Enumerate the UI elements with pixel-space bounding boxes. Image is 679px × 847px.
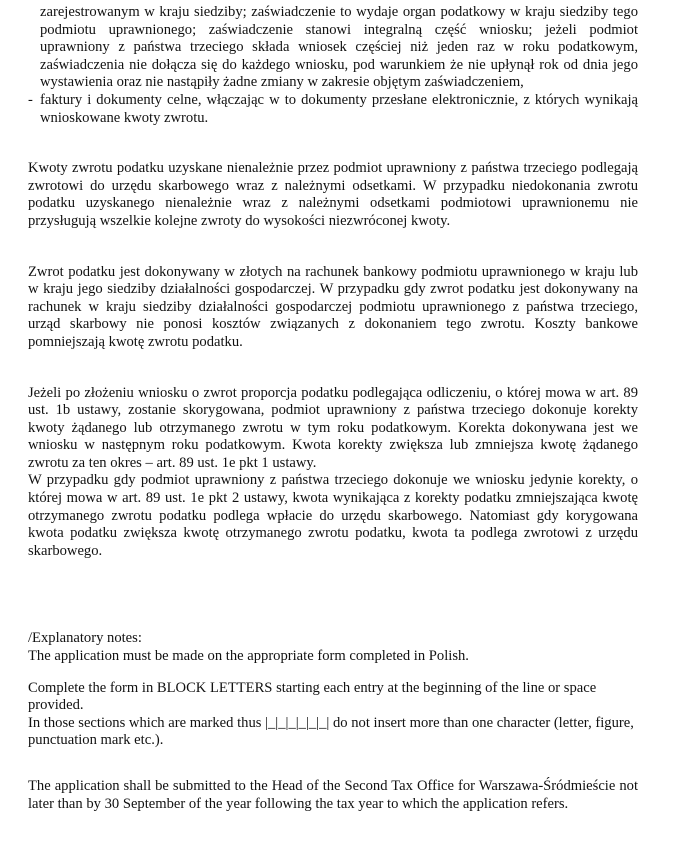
bullet-dash: - — [28, 91, 33, 108]
note-block-letters: Complete the form in BLOCK LETTERS starting each entry at the beginning of the line or space provided. — [28, 679, 597, 714]
requirements-continuation — [28, 4, 638, 127]
document-page — [28, 4, 638, 813]
paragraph-payment-method: Zwrot podatku jest dokonywany w złotych na rachunek bankowy podmiotu uprawnionego w kraju lub w kraju jego siedziby działalności gospodarczej. W przypadku gdy zwrot podatku jest dokonywany na rachunek w kraju siedziby działalności gospodarczej podmiotu uprawnionego z państwa trzeciego, urząd skarbowy nie ponosi kosztów związanych z dokonaniem tego zwrotu. Koszty bankowe pomniejszają kwotę zwrotu podatku. — [28, 263, 638, 350]
character-boxes-glyph: |_|_|_|_|_|_| — [265, 714, 330, 731]
notes-heading: /Explanatory notes: — [28, 630, 142, 647]
bullet-item-invoices — [28, 92, 638, 127]
note-boxes-text-before: In those sections which are marked thus — [28, 714, 266, 731]
note-boxes-text-after: do not insert more than one character (letter, figure, punctuation mark etc.). — [28, 714, 634, 749]
certificate-clause: zarejestrowanym w kraju siedziby; zaświadczenie to wydaje organ podatkowy w kraju siedziby tego podmiotu uprawnionego; zaświadczenie stanowi integralną część wniosku; jeżeli podmiot uprawniony z państwa trzeciego składa wniosek częściej niż jeden raz w roku podatkowym, zaświadczenia nie dołącza się do każdego wniosku, pod warunkiem że nie upłynął rok od dnia jego wystawienia oraz nie nastąpiły żadne zmiany w zakresie objętym zaświadczeniem, — [40, 4, 638, 91]
paragraph-undue-refund: Kwoty zwrotu podatku uzyskane nienależnie przez podmiot uprawniony z państwa trzeciego podlegają zwrotowi do urzędu skarbowego wraz z należnymi odsetkami. W przypadku niedokonania zwrotu podatku uzyskanego nienależnie wraz z należnymi odsetkami podmiotowi uprawnionemu nie przysługują wszelkie kolejne zwroty do wysokości niezwróconej kwoty. — [28, 160, 638, 229]
paragraph-correction-1: Jeżeli po złożeniu wniosku o zwrot proporcja podatku podlegająca odliczeniu, o której mowa w art. 89 ust. 1b ustawy, zostanie skorygowana, podmiot uprawniony z państwa trzeciego dokonuje korekty kwoty żądanego lub otrzymanego zwrotu w tym roku podatkowym. Korekta dokonywana jest we wniosku w następnym roku podatkowym. Kwota korekty zwiększa lub zmniejsza kwotę żądanego zwrotu za ten okres – art. 89 ust. 1e pkt 1 ustawy. — [28, 384, 638, 471]
bullet-text-invoices: faktury i dokumenty celne, włączając w to dokumenty przesłane elektronicznie, z których wynikają wnioskowane kwoty zwrotu. — [40, 91, 638, 126]
note-form-language: The application must be made on the appropriate form completed in Polish. — [28, 648, 469, 665]
note-character-boxes — [28, 715, 638, 750]
paragraph-correction-2: W przypadku gdy podmiot uprawniony z państwa trzeciego dokonuje we wniosku jedynie korekty, o której mowa w art. 89 ust. 1e pkt 2 ustawy, kwota wynikająca z korekty podatku zmniejszająca kwotę otrzymanego zwrotu podatku podlega wpłacie do urzędu skarbowego. Natomiast gdy korygowana kwota podatku zwiększa kwotę otrzymanego zwrotu podatku, kwota ta podlega zwrotowi z urzędu skarbowego. — [28, 472, 638, 559]
explanatory-notes — [28, 630, 638, 813]
note-submission-deadline: The application shall be submitted to the Head of the Second Tax Office for Warszawa-Śródmieście not later than by 30 September of the year following the tax year to which the application refers. — [28, 778, 638, 812]
